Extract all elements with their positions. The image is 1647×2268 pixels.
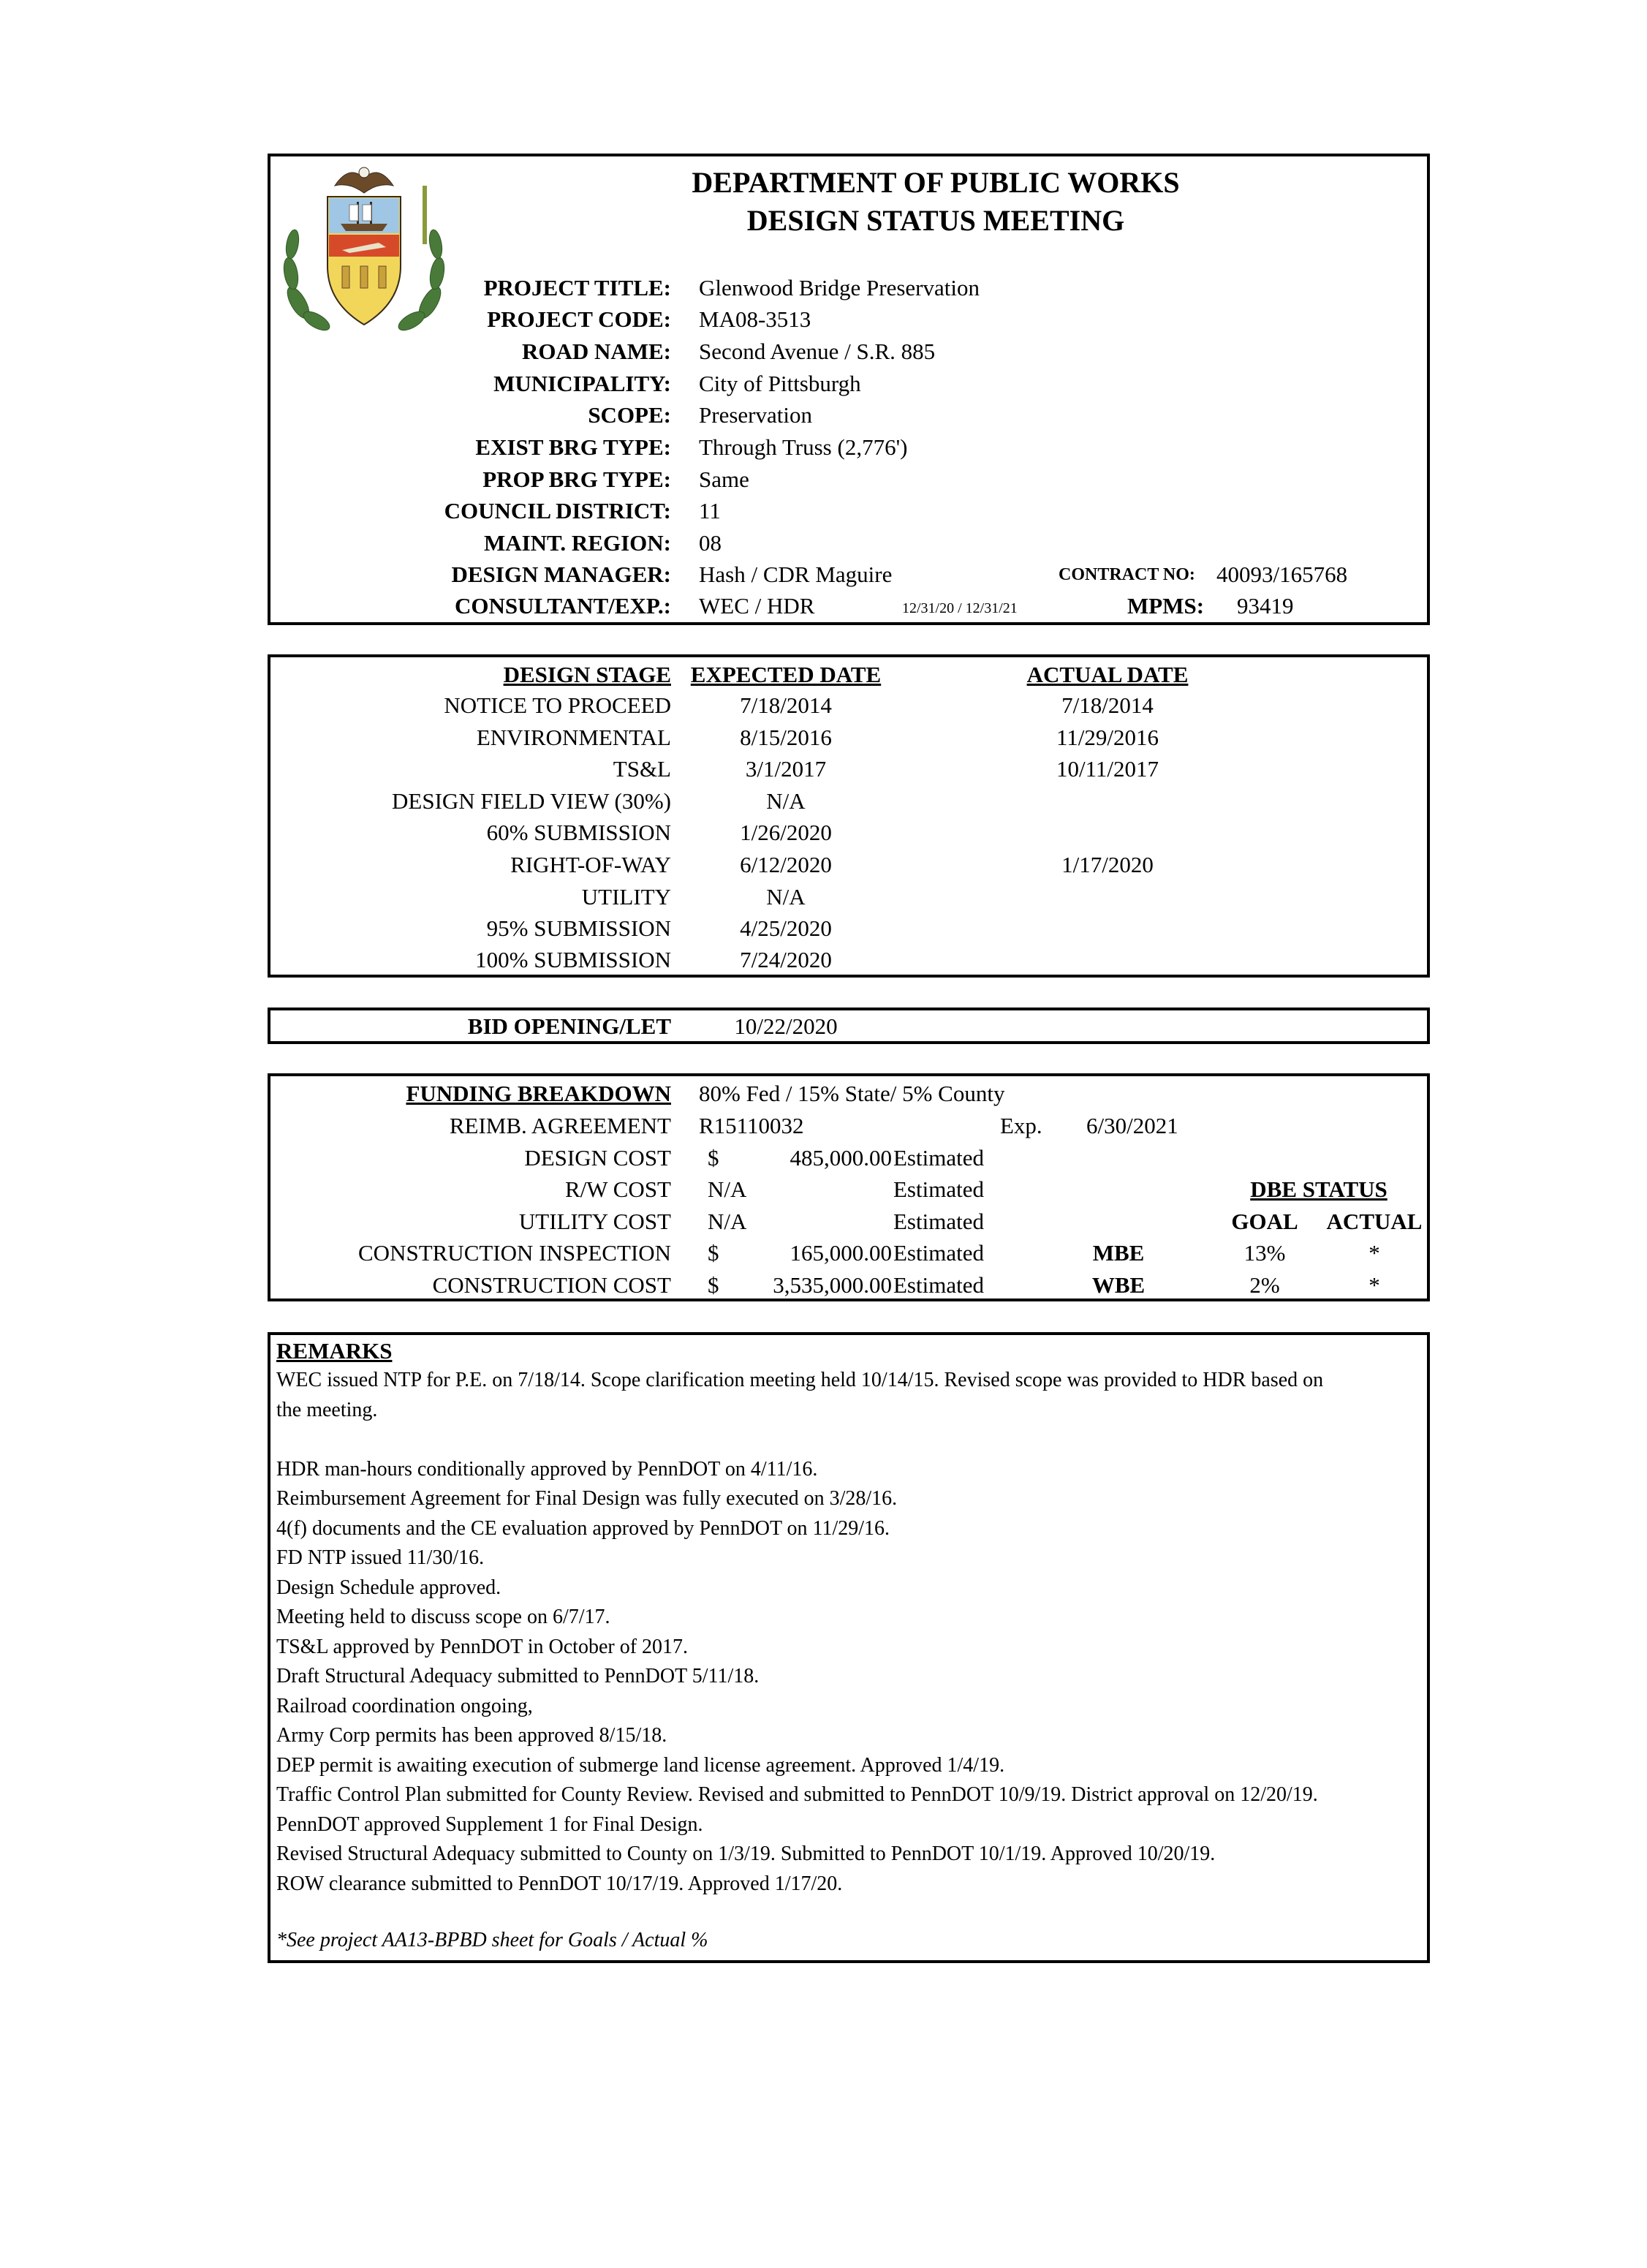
project-code-value: MA08-3513: [699, 306, 811, 332]
council-district-value: 11: [699, 498, 721, 523]
municipality-value: City of Pittsburgh: [699, 371, 861, 396]
expected-date: 6/12/2020: [740, 852, 832, 877]
expected-date: 4/25/2020: [740, 915, 832, 941]
exist-brg-type-label: EXIST BRG TYPE:: [475, 434, 671, 460]
remark-line: Railroad coordination ongoing,: [276, 1695, 533, 1717]
project-title-value: Glenwood Bridge Preservation: [699, 275, 980, 300]
design-stage-header: DESIGN STAGE: [503, 662, 671, 687]
consultant-exp-value: WEC / HDR: [699, 593, 815, 619]
cost-amount: 485,000.00: [790, 1145, 892, 1171]
expected-date-header: EXPECTED DATE: [690, 662, 882, 687]
remark-line: TS&L approved by PennDOT in October of 2017.: [276, 1636, 689, 1658]
cost-dollar: $: [708, 1145, 719, 1171]
cost-label: UTILITY COST: [518, 1209, 671, 1234]
dbe-actual-header: ACTUAL: [1326, 1209, 1423, 1234]
remark-line: FD NTP issued 11/30/16.: [276, 1546, 485, 1569]
meeting-title: DESIGN STATUS MEETING: [746, 204, 1125, 237]
remarks-box: [268, 1332, 1430, 1963]
cost-amount: 3,535,000.00: [773, 1272, 892, 1298]
mpms-label: MPMS:: [1127, 593, 1205, 619]
cost-amount: N/A: [708, 1209, 747, 1234]
dbe-goal: 2%: [1249, 1272, 1280, 1298]
remark-line: PennDOT approved Supplement 1 for Final Design.: [276, 1813, 703, 1836]
design-manager-value: Hash / CDR Maguire: [699, 562, 893, 587]
dbe-status-header: DBE STATUS: [1250, 1176, 1387, 1202]
road-name-value: Second Avenue / S.R. 885: [699, 339, 936, 364]
cost-label: CONSTRUCTION COST: [432, 1272, 671, 1298]
project-info-box: [268, 154, 1430, 625]
consultant-exp-label: CONSULTANT/EXP.:: [454, 593, 671, 619]
cost-status: Estimated: [893, 1240, 984, 1266]
expected-date: N/A: [766, 884, 806, 910]
stage-label: RIGHT-OF-WAY: [510, 852, 671, 877]
stage-label: TS&L: [613, 756, 671, 782]
actual-date-header: ACTUAL DATE: [1026, 662, 1189, 687]
remark-line: HDR man-hours conditionally approved by PennDOT on 4/11/16.: [276, 1458, 818, 1481]
stage-label: NOTICE TO PROCEED: [444, 692, 671, 718]
expected-date: 7/18/2014: [740, 692, 832, 718]
remark-line: Reimbursement Agreement for Final Design was fully executed on 3/28/16.: [276, 1487, 898, 1510]
prop-brg-type-value: Same: [699, 466, 749, 492]
stage-label: ENVIRONMENTAL: [476, 725, 671, 750]
design-schedule-box: [268, 654, 1430, 978]
prop-brg-type-label: PROP BRG TYPE:: [482, 466, 671, 492]
stage-label: DESIGN FIELD VIEW (30%): [392, 788, 671, 814]
expected-date: 7/24/2020: [740, 947, 832, 972]
cost-label: CONSTRUCTION INSPECTION: [358, 1240, 671, 1266]
contract-no-label: CONTRACT NO:: [1059, 565, 1195, 584]
funding-breakdown-value: 80% Fed / 15% State/ 5% County: [699, 1081, 1005, 1106]
remark-line: Army Corp permits has been approved 8/15/18.: [276, 1724, 667, 1747]
actual-date: 7/18/2014: [1061, 692, 1154, 718]
cost-status: Estimated: [893, 1272, 984, 1298]
remark-line: 4(f) documents and the CE evaluation approved by PennDOT on 11/29/16.: [276, 1517, 890, 1540]
cost-label: R/W COST: [565, 1176, 671, 1202]
maint-region-label: MAINT. REGION:: [483, 530, 671, 556]
remarks-header: REMARKS: [276, 1338, 393, 1364]
municipality-label: MUNICIPALITY:: [493, 371, 671, 396]
actual-date: 11/29/2016: [1056, 725, 1159, 750]
remarks-footnote: *See project AA13-BPBD sheet for Goals / Actual %: [276, 1929, 708, 1951]
remark-line: WEC issued NTP for P.E. on 7/18/14. Scope clarification meeting held 10/14/15. Revised scope was provided to HDR based on: [276, 1369, 1324, 1391]
scope-value: Preservation: [699, 402, 812, 428]
reimb-agreement-value: R15110032: [699, 1113, 804, 1138]
dbe-actual: *: [1368, 1272, 1380, 1298]
bid-opening-value: 10/22/2020: [734, 1013, 838, 1039]
expected-date: N/A: [766, 788, 806, 814]
cost-label: DESIGN COST: [524, 1145, 671, 1171]
bid-opening-label: BID OPENING/LET: [467, 1013, 671, 1039]
dbe-actual: *: [1368, 1240, 1380, 1266]
mpms-value: 93419: [1237, 593, 1294, 619]
cost-status: Estimated: [893, 1176, 984, 1202]
stage-label: 100% SUBMISSION: [475, 947, 671, 972]
remark-line: Draft Structural Adequacy submitted to PennDOT 5/11/18.: [276, 1665, 760, 1687]
stage-label: 60% SUBMISSION: [486, 820, 671, 845]
expected-date: 3/1/2017: [745, 756, 827, 782]
stage-label: UTILITY: [581, 884, 671, 910]
actual-date: 1/17/2020: [1061, 852, 1154, 877]
contract-no-value: 40093/165768: [1216, 562, 1348, 587]
exp-value: 6/30/2021: [1086, 1113, 1178, 1138]
remark-line: the meeting.: [276, 1399, 378, 1421]
maint-region-value: 08: [699, 530, 722, 556]
exp-label: Exp.: [1000, 1113, 1042, 1138]
remark-line: Revised Structural Adequacy submitted to County on 1/3/19. Submitted to PennDOT 10/1/19. Approved 10/20/19.: [276, 1842, 1216, 1865]
consultant-exp-dates: 12/31/20 / 12/31/21: [902, 600, 1018, 616]
project-code-label: PROJECT CODE:: [487, 306, 671, 332]
stage-label: 95% SUBMISSION: [486, 915, 671, 941]
funding-breakdown-header: FUNDING BREAKDOWN: [406, 1081, 671, 1106]
remark-line: Design Schedule approved.: [276, 1576, 501, 1599]
cost-amount: 165,000.00: [790, 1240, 892, 1266]
remark-line: Traffic Control Plan submitted for County Review. Revised and submitted to PennDOT 10/9/19. District approval on 12/20/19.: [276, 1783, 1318, 1806]
dbe-type: MBE: [1092, 1240, 1145, 1266]
road-name-label: ROAD NAME:: [521, 339, 671, 364]
expected-date: 8/15/2016: [740, 725, 832, 750]
exist-brg-type-value: Through Truss (2,776'): [699, 434, 908, 460]
design-manager-label: DESIGN MANAGER:: [451, 562, 671, 587]
expected-date: 1/26/2020: [740, 820, 832, 845]
cost-dollar: $: [708, 1240, 719, 1266]
remark-line: ROW clearance submitted to PennDOT 10/17/19. Approved 1/17/20.: [276, 1872, 843, 1895]
funding-box: [268, 1073, 1430, 1301]
cost-status: Estimated: [893, 1209, 984, 1234]
project-title-label: PROJECT TITLE:: [483, 275, 671, 300]
actual-date: 10/11/2017: [1056, 756, 1159, 782]
dbe-type: WBE: [1091, 1272, 1146, 1298]
dbe-goal-header: GOAL: [1231, 1209, 1298, 1234]
cost-status: Estimated: [893, 1145, 984, 1171]
department-title: DEPARTMENT OF PUBLIC WORKS: [692, 166, 1180, 199]
cost-dollar: $: [708, 1272, 719, 1298]
remark-line: Meeting held to discuss scope on 6/7/17.: [276, 1606, 610, 1628]
council-district-label: COUNCIL DISTRICT:: [444, 498, 671, 523]
dbe-goal: 13%: [1243, 1240, 1286, 1266]
cost-amount: N/A: [708, 1176, 747, 1202]
reimb-agreement-label: REIMB. AGREEMENT: [449, 1113, 671, 1138]
scope-label: SCOPE:: [588, 402, 671, 428]
bid-opening-box: [268, 1008, 1430, 1044]
remark-line: DEP permit is awaiting execution of submerge land license agreement. Approved 1/4/19.: [276, 1754, 1005, 1777]
